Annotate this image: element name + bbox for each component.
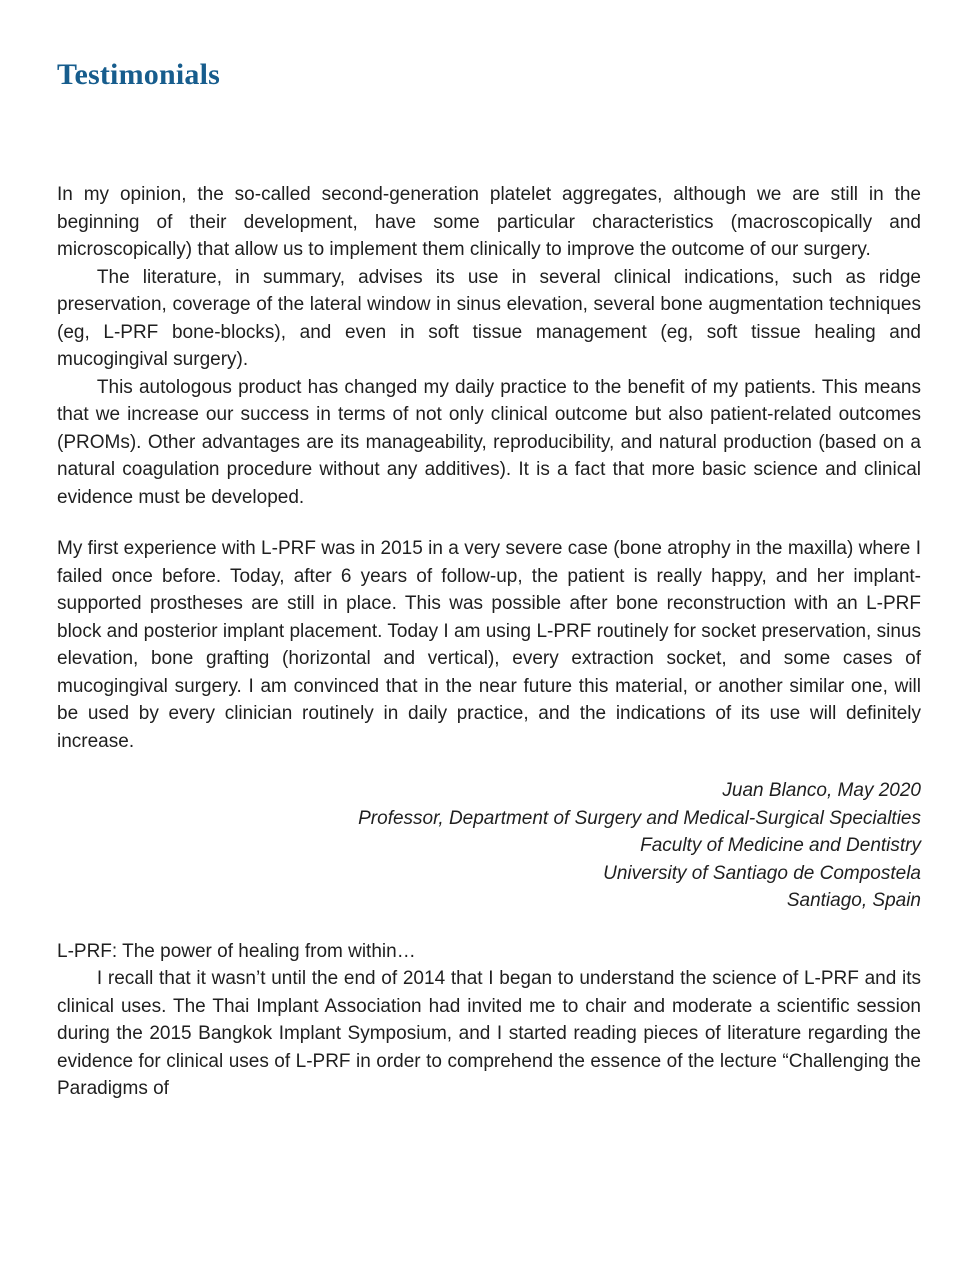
testimonial-paragraph: The literature, in summary, advises its use in several clinical indications, such as ridge preservation, coverage of the lateral window in sinus elevation, several bone augmentation techniques (eg, L-PRF bone-blocks), and even in soft tissue management (eg, soft tissue healing and mucogingival surgery). <box>57 266 921 370</box>
testimonial-paragraph: I recall that it wasn’t until the end of 2014 that I began to understand the science of L-PRF and its clinical uses. The Thai Implant Association had invited me to chair and moderate a scientific session during the 2015 Bangkok Implant Symposium, and I started reading pieces of literature regarding the evidence for clinical uses of L-PRF in order to comprehend the essence of the lecture “Challenging the Paradigms of <box>57 968 921 1099</box>
next-testimonial-heading: L-PRF: The power of healing from within… <box>57 940 416 962</box>
testimonial-paragraph: This autologous product has changed my daily practice to the benefit of my patients. This means that we increase our success in terms of not only clinical outcome but also patient-related outcomes (PROMs). Other advantages are its manageability, reproducibility, and natural production (based on a natural coagulation procedure without any additives). It is a fact that more basic science and clinical evidence must be developed. <box>57 376 921 508</box>
testimonial-paragraph: In my opinion, the so-called second-generation platelet aggregates, although we are still in the beginning of their development, have some particular characteristics (macroscopically and microscopically) that allow us to implement them clinically to improve the outcome of our surgery. <box>57 184 921 260</box>
page-title: Testimonials <box>57 58 220 91</box>
signature-university: University of Santiago de Compostela <box>603 862 921 884</box>
signature-block <box>57 777 921 915</box>
signature-name-date: Juan Blanco, May 2020 <box>722 780 921 801</box>
signature-location: Santiago, Spain <box>786 890 921 911</box>
signature-role: Professor, Department of Surgery and Medical-Surgical Specialties <box>358 807 921 829</box>
testimonial-paragraph: My first experience with L-PRF was in 2015 in a very severe case (bone atrophy in the maxilla) where I failed once before. Today, after 6 years of follow-up, the patient is really happy, and her implant-supported prostheses are still in place. This was possible after bone reconstruction with an L-PRF block and posterior implant placement. Today I am using L-PRF routinely for socket preservation, sinus elevation, bone grafting (horizontal and vertical), every extraction socket, and some cases of mucogingival surgery. I am convinced that in the near future this material, or another similar one, will be used by every clinician routinely in daily practice, and the indications of its use will definitely increase. <box>57 538 921 752</box>
signature-faculty: Faculty of Medicine and Dentistry <box>640 835 921 856</box>
document-body <box>57 181 921 1103</box>
